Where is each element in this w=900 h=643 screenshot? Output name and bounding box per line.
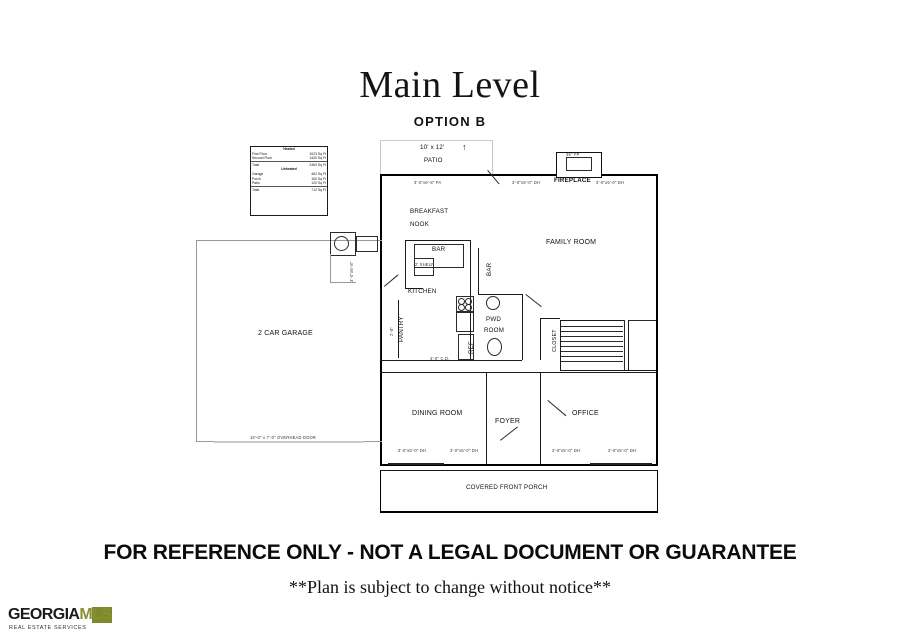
porch-step-right — [590, 463, 652, 465]
room-label-pwd: PWD — [486, 316, 502, 323]
stair-landing-edge — [628, 320, 656, 321]
dimension-top-3: 3'-0"x5'-0" DH — [596, 180, 625, 185]
stair-tread — [561, 326, 623, 327]
room-label-dining: DINING ROOM — [412, 410, 463, 417]
area-row-label: Porch — [252, 176, 261, 181]
area-unheated-header: Unheated — [281, 167, 297, 172]
area-row-value: 160 Sq Ft — [311, 176, 326, 181]
stair-tread — [561, 351, 623, 352]
wall-pwd-top — [478, 294, 522, 295]
wall-closet-top — [540, 318, 560, 319]
garage-door-opening — [214, 441, 364, 443]
fireplace-hearth — [566, 157, 592, 171]
patio-arrow-icon: ↑ — [462, 142, 467, 152]
dimension-top-1: 3'-0"x6'-8" PA — [414, 180, 442, 185]
dimension-fireplace: 36" FP — [566, 152, 580, 157]
burner-icon — [458, 304, 465, 311]
stair-top-edge — [560, 320, 624, 321]
area-row-value: 2463 Sq Ft — [309, 162, 326, 167]
dimension-bottom-4: 3'-0"x5'-0" DH — [608, 448, 637, 453]
area-summary-table — [250, 146, 328, 216]
water-heater-icon — [334, 236, 349, 251]
area-row-value: 1023 Sq Ft — [309, 151, 326, 156]
lavatory-icon — [486, 296, 500, 310]
room-label-pantry: PANTRY — [398, 316, 405, 342]
stair-tread — [561, 361, 623, 362]
bar-wall-vertical — [478, 248, 479, 294]
label-fireplace: FIREPLACE — [554, 177, 591, 184]
disclaimer-text: FOR REFERENCE ONLY - NOT A LEGAL DOCUMENT OR GUARANTEE — [103, 541, 797, 564]
label-patio-size: 10' x 12' — [420, 144, 445, 151]
wall-kitchen-top — [405, 240, 471, 241]
wall-dining-right — [486, 372, 487, 464]
room-label-kitchen: KITCHEN — [408, 288, 437, 295]
stair-rail — [624, 320, 625, 370]
area-row-value: 712 Sq Ft — [311, 187, 326, 192]
area-row-label: Garage — [252, 171, 264, 176]
oven-icon — [456, 312, 474, 332]
dimension-pantry: 2'-8" — [389, 326, 394, 336]
patio-left-edge — [380, 140, 381, 174]
page-title: Main Level — [359, 64, 541, 106]
stair-tread — [561, 331, 623, 332]
dimension-garage-door: 16'-0" x 7'-0" OVERHEAD DOOR — [250, 435, 317, 440]
area-row-value: 462 Sq Ft — [311, 171, 326, 176]
burner-icon — [465, 304, 472, 311]
porch-right-edge — [657, 470, 658, 512]
room-label-breakfast: BREAKFAST — [410, 208, 449, 215]
logo-wordmark-main: GEORGIA — [8, 606, 80, 623]
area-row-value: 1440 Sq Ft — [309, 156, 326, 161]
wall-kitchen-bottom — [380, 360, 522, 361]
stair-tread — [561, 356, 623, 357]
room-label-closet: CLOSET — [552, 329, 558, 352]
wall-closet-left — [540, 318, 541, 360]
front-door-leaf — [500, 426, 518, 440]
dimension-garage-side: 3'-0"x6'-8" — [349, 261, 354, 282]
toilet-icon — [487, 338, 502, 356]
area-row-value: 120 Sq Ft — [311, 181, 326, 186]
area-row-label: First Floor — [252, 151, 268, 156]
room-label-foyer: FOYER — [495, 418, 521, 425]
porch-bottom-edge — [380, 511, 658, 513]
dimension-top-2: 3'-0"x5'-0" DH — [512, 180, 541, 185]
porch-step-left — [388, 463, 444, 465]
room-label-patio: PATIO — [424, 157, 443, 164]
stair-tread — [561, 341, 623, 342]
logo-wordmark — [8, 606, 111, 624]
room-label-garage: 2 CAR GARAGE — [258, 330, 313, 337]
label-refrigerator: REF — [468, 341, 475, 354]
wall-right — [656, 174, 658, 466]
georgia-mls-logo — [8, 606, 120, 638]
room-label-porch: COVERED FRONT PORCH — [466, 484, 548, 491]
room-label-office: OFFICE — [572, 410, 599, 417]
hvac-unit-icon — [356, 236, 378, 252]
area-row-label: Patio — [252, 181, 260, 186]
dimension-bottom-3: 3'-0"x5'-0" DH — [552, 448, 581, 453]
garage-step-wall — [330, 254, 331, 282]
patio-door-leaf — [487, 170, 499, 184]
garage-entry-door-leaf — [384, 274, 398, 286]
wall-foyer-right — [540, 372, 541, 464]
wall-kitchen-left — [405, 240, 406, 288]
dimension-bottom-1: 3'-0"x5'-0" DH — [398, 448, 427, 453]
patio-right-edge — [492, 140, 493, 174]
logo-wordmark-accent: MLS — [79, 606, 112, 623]
stair-tread — [561, 346, 623, 347]
patio-top-edge — [380, 140, 492, 141]
room-label-nook: NOOK — [410, 221, 430, 228]
logo-tagline: REAL ESTATE SERVICES — [9, 625, 87, 631]
garage-wall-left — [196, 240, 197, 442]
garage-step-edge — [330, 282, 356, 283]
subject-to-change-note: **Plan is subject to change without notice** — [289, 577, 611, 597]
label-bar-vertical: BAR — [486, 262, 493, 276]
wall-pantry-left — [380, 288, 381, 360]
option-subtitle: OPTION B — [413, 114, 487, 129]
stair-landing-wall — [628, 320, 629, 370]
pwd-door-leaf — [525, 294, 541, 307]
label-bar: BAR — [432, 246, 446, 253]
room-label-family: FAMILY ROOM — [546, 239, 597, 246]
dimension-kitchen-cd: 4'-0" C.D. — [430, 356, 450, 361]
area-row-label: Total — [252, 187, 260, 192]
office-door-leaf — [547, 400, 566, 416]
stair-left-edge — [560, 320, 561, 370]
dimension-kitchen: 2' SHELF — [415, 262, 434, 267]
porch-top-edge — [380, 470, 658, 471]
wall-lower-band — [380, 372, 658, 373]
area-row-label: Second Floor — [252, 156, 273, 161]
wall-pwd-right — [522, 294, 523, 360]
area-heated-header: Heated — [283, 147, 295, 151]
stair-bottom-edge — [560, 370, 656, 371]
sink-icon — [414, 258, 434, 276]
room-label-pwd-2: ROOM — [484, 327, 505, 334]
wall-top — [380, 174, 658, 176]
porch-left-edge — [380, 470, 381, 512]
dimension-bottom-2: 3'-0"x5'-0" DH — [450, 448, 479, 453]
stair-tread — [561, 336, 623, 337]
area-row-label: Total — [252, 162, 260, 167]
